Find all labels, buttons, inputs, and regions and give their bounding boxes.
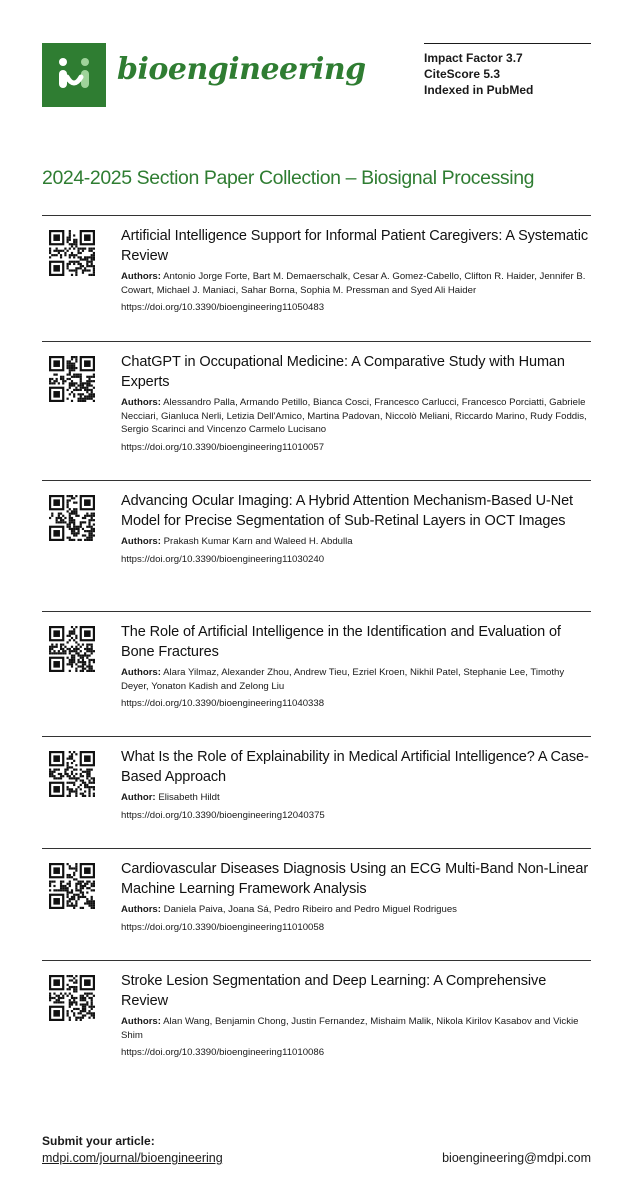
article-item [42, 480, 591, 611]
article-authors [121, 791, 589, 805]
authors-list: Elisabeth Hildt [158, 792, 220, 803]
article-authors [121, 396, 589, 437]
article-title[interactable]: ChatGPT in Occupational Medicine: A Comparative Study with Human Experts [121, 354, 565, 390]
article-title[interactable]: Cardiovascular Diseases Diagnosis Using an ECG Multi-Band Non-Linear Machine Learning Framework Analysis [121, 861, 589, 897]
article-doi[interactable]: https://doi.org/10.3390/bioengineering11030240 [121, 553, 325, 565]
qr-code-icon[interactable] [49, 975, 95, 1021]
article-title[interactable]: Artificial Intelligence Support for Informal Patient Caregivers: A Systematic Review [121, 228, 588, 264]
article-item [42, 736, 591, 848]
article-authors [121, 535, 589, 549]
authors-label: Authors: [121, 1016, 161, 1027]
article-doi[interactable]: https://doi.org/10.3390/bioengineering11050483 [121, 302, 325, 313]
article-title[interactable]: Advancing Ocular Imaging: A Hybrid Attention Mechanism-Based U-Net Model for Precise Segmentation of Sub-Retinal Layers in OCT Images [121, 493, 573, 529]
journal-logo-icon [42, 43, 106, 107]
authors-list: Alan Wang, Benjamin Chong, Justin Fernandez, Mishaim Malik, Nikola Kirilov Kasabov and Vickie Shim [121, 1016, 579, 1041]
logo-mark [42, 43, 106, 107]
authors-label: Authors: [121, 397, 161, 408]
impact-factor: Impact Factor 3.7 [424, 51, 523, 65]
submit-label: Submit your article: [42, 1134, 155, 1148]
submit-link[interactable]: mdpi.com/journal/bioengineering [42, 1151, 223, 1165]
article-item [42, 611, 591, 736]
article-authors [121, 903, 589, 917]
qr-code-icon[interactable] [49, 230, 95, 276]
article-item [42, 848, 591, 960]
authors-list: Alara Yilmaz, Alexander Zhou, Andrew Tieu, Ezriel Kroen, Nikhil Patel, Stephanie Lee, Timothy Deyer, Yonaton Kadish and Zelong Liu [121, 667, 565, 692]
citescore: CiteScore 5.3 [424, 67, 501, 81]
authors-list: Antonio Jorge Forte, Bart M. Demaerschalk, Cesar A. Gomez-Cabello, Clifton R. Haider, Jennifer B. Cowart, Michael J. Maniaci, Sahar Borna, Sophia M. Pressman and Syed Ali Haider [121, 271, 586, 296]
authors-label: Authors: [121, 904, 161, 915]
article-list [42, 215, 591, 1072]
article-item [42, 341, 591, 480]
article-doi[interactable]: https://doi.org/10.3390/bioengineering12040375 [121, 809, 325, 821]
authors-label: Authors: [121, 271, 161, 282]
qr-code-icon[interactable] [49, 356, 95, 402]
article-title[interactable]: Stroke Lesion Segmentation and Deep Learning: A Comprehensive Review [121, 973, 547, 1009]
qr-code-icon[interactable] [49, 626, 95, 672]
journal-name: bioengineering [117, 52, 366, 87]
article-title[interactable]: What Is the Role of Explainability in Medical Artificial Intelligence? A Case-Based Approach [121, 749, 589, 785]
authors-label: Authors: [121, 536, 161, 547]
article-doi[interactable]: https://doi.org/10.3390/bioengineering11010086 [121, 1047, 325, 1058]
qr-code-icon[interactable] [49, 751, 95, 797]
qr-code-icon[interactable] [49, 495, 95, 541]
authors-list: Daniela Paiva, Joana Sá, Pedro Ribeiro and Pedro Miguel Rodrigues [163, 904, 457, 915]
authors-list: Alessandro Palla, Armando Petillo, Bianca Cosci, Francesco Carlucci, Francesco Porciatti, Gabriele Necciari, Gianluca Nerli, Letizia Dell'Amico, Martina Padovan, Niccolò Meliani, Riccardo Marino, Rudy Foddis, Sergio Scarinci and Vincenzo Carmelo Lucisano [121, 397, 587, 435]
collection-title: 2024-2025 Section Paper Collection – Biosignal Processing [42, 167, 535, 189]
contact-email[interactable]: bioengineering@mdpi.com [442, 1151, 591, 1165]
indexed-label: Indexed in PubMed [424, 83, 534, 97]
authors-label: Authors: [121, 667, 161, 678]
article-authors [121, 270, 589, 297]
article-item [42, 215, 591, 341]
authors-list: Prakash Kumar Karn and Waleed H. Abdulla [163, 536, 353, 547]
article-doi[interactable]: https://doi.org/10.3390/bioengineering11010057 [121, 441, 325, 453]
article-doi[interactable]: https://doi.org/10.3390/bioengineering11010058 [121, 921, 325, 933]
journal-metrics [424, 43, 591, 98]
article-title[interactable]: The Role of Artificial Intelligence in the Identification and Evaluation of Bone Fractures [121, 624, 561, 660]
article-doi[interactable]: https://doi.org/10.3390/bioengineering11040338 [121, 698, 325, 709]
article-item [42, 960, 591, 1072]
article-authors [121, 666, 589, 693]
qr-code-icon[interactable] [49, 863, 95, 909]
article-authors [121, 1015, 589, 1042]
authors-label: Author: [121, 792, 156, 803]
